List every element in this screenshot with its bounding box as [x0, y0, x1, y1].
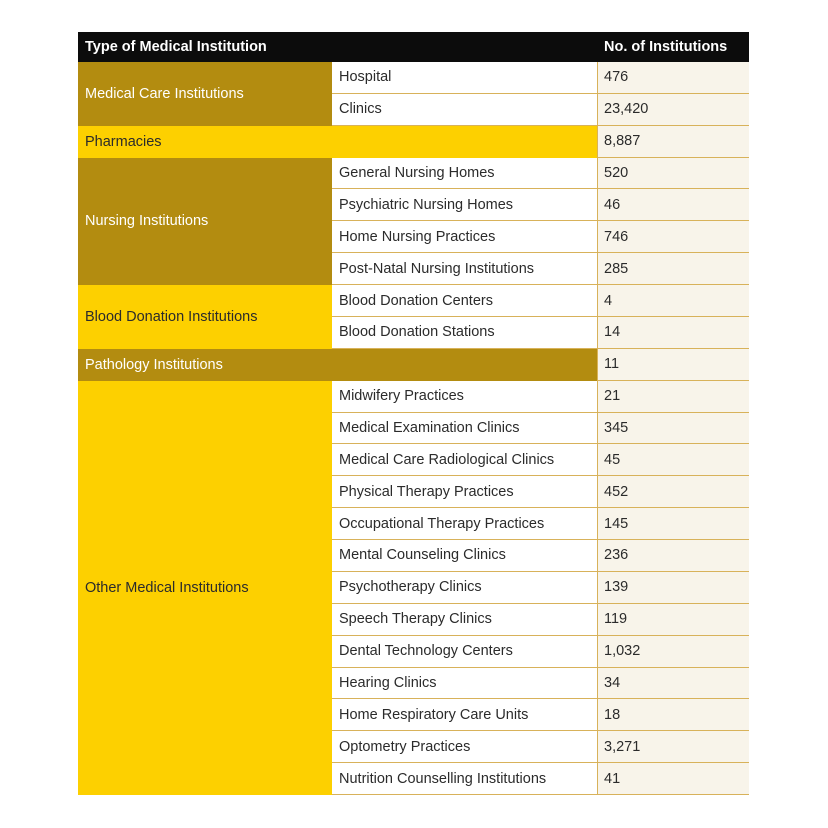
subcategory-cell: General Nursing Homes — [332, 158, 597, 190]
subcategory-cell: Hospital — [332, 62, 597, 94]
value-cell: 452 — [597, 476, 749, 508]
category-cell: Blood Donation Institutions — [78, 285, 332, 349]
subcategory-cell: Physical Therapy Practices — [332, 476, 597, 508]
header-type-column: Type of Medical Institution — [78, 32, 597, 62]
subcategory-cell: Blood Donation Centers — [332, 285, 597, 317]
value-cell: 139 — [597, 572, 749, 604]
subcategory-cell: Dental Technology Centers — [332, 636, 597, 668]
value-cell: 21 — [597, 381, 749, 413]
subcategory-cell: Clinics — [332, 94, 597, 126]
value-cell: 476 — [597, 62, 749, 94]
value-cell: 41 — [597, 763, 749, 795]
value-cell: 236 — [597, 540, 749, 572]
category-cell: Pathology Institutions — [78, 349, 597, 381]
value-cell: 8,887 — [597, 126, 749, 158]
value-cell: 23,420 — [597, 94, 749, 126]
category-cell: Other Medical Institutions — [78, 381, 332, 795]
value-cell: 1,032 — [597, 636, 749, 668]
category-cell: Pharmacies — [78, 126, 597, 158]
subcategory-cell: Post-Natal Nursing Institutions — [332, 253, 597, 285]
value-cell: 285 — [597, 253, 749, 285]
subcategory-cell: Home Nursing Practices — [332, 221, 597, 253]
value-cell: 746 — [597, 221, 749, 253]
value-cell: 14 — [597, 317, 749, 349]
subcategory-cell: Mental Counseling Clinics — [332, 540, 597, 572]
category-cell: Nursing Institutions — [78, 158, 332, 285]
subcategory-cell: Home Respiratory Care Units — [332, 699, 597, 731]
subcategory-cell: Psychiatric Nursing Homes — [332, 189, 597, 221]
value-cell: 18 — [597, 699, 749, 731]
value-cell: 4 — [597, 285, 749, 317]
subcategory-cell: Hearing Clinics — [332, 668, 597, 700]
subcategory-cell: Speech Therapy Clinics — [332, 604, 597, 636]
value-cell: 34 — [597, 668, 749, 700]
subcategory-cell: Medical Examination Clinics — [332, 413, 597, 445]
subcategory-cell: Psychotherapy Clinics — [332, 572, 597, 604]
value-cell: 45 — [597, 444, 749, 476]
subcategory-cell: Occupational Therapy Practices — [332, 508, 597, 540]
value-cell: 3,271 — [597, 731, 749, 763]
value-cell: 345 — [597, 413, 749, 445]
subcategory-cell: Midwifery Practices — [332, 381, 597, 413]
subcategory-cell: Medical Care Radiological Clinics — [332, 444, 597, 476]
header-count-column: No. of Institutions — [597, 32, 749, 62]
category-cell: Medical Care Institutions — [78, 62, 332, 126]
value-cell: 119 — [597, 604, 749, 636]
value-cell: 145 — [597, 508, 749, 540]
value-cell: 11 — [597, 349, 749, 381]
value-cell: 46 — [597, 189, 749, 221]
subcategory-cell: Nutrition Counselling Institutions — [332, 763, 597, 795]
subcategory-cell: Optometry Practices — [332, 731, 597, 763]
subcategory-cell: Blood Donation Stations — [332, 317, 597, 349]
column-divider — [597, 62, 598, 795]
value-cell: 520 — [597, 158, 749, 190]
